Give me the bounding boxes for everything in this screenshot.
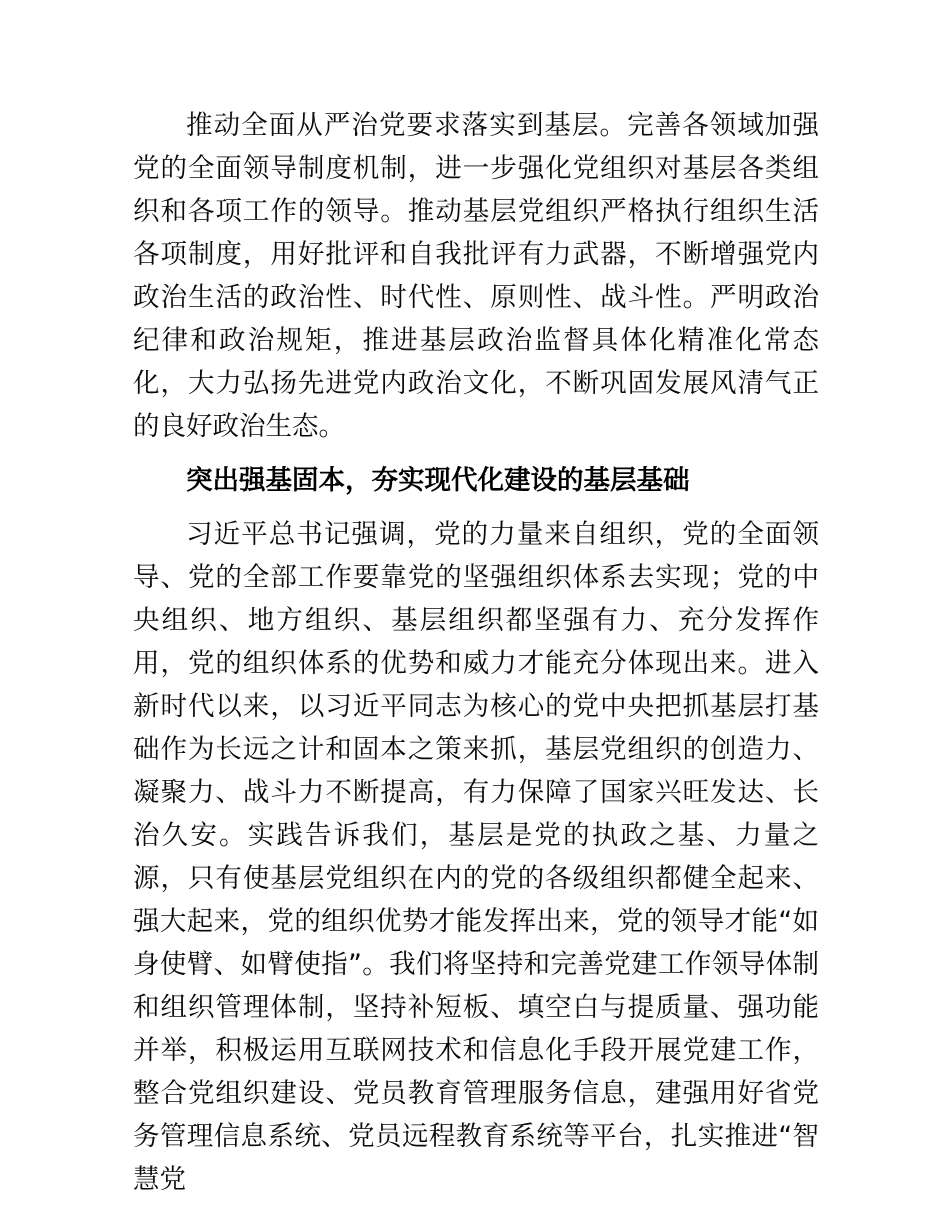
- text-column: [133, 104, 819, 1201]
- paragraph-strict-governance: 推动全面从严治党要求落实到基层。完善各领域加强党的全面领导制度机制，进一步强化党组织对基层各类组织和各项工作的领导。推动基层党组织严格执行组织生活各项制度，用好批评和自我批评有力武器，不断增强党内政治生活的政治性、时代性、原则性、战斗性。严明政治纪律和政治规矩，推进基层政治监督具体化精准化常态化，大力弘扬先进党内政治文化，不断巩固发展风清气正的良好政治生态。: [133, 110, 819, 442]
- paragraph-organizational-system: 习近平总书记强调，党的力量来自组织，党的全面领导、党的全部工作要靠党的坚强组织体系去实现；党的中央组织、地方组织、基层组织都坚强有力、充分发挥作用，党的组织体系的优势和威力才能充分体现出来。进入新时代以来，以习近平同志为核心的党中央把抓基层打基础作为长远之计和固本之策来抓，基层党组织的创造力、凝聚力、战斗力不断提高，有力保障了国家兴旺发达、长治久安。实践告诉我们，基层是党的执政之基、力量之源，只有使基层党组织在内的党的各级组织都健全起来、强大起来，党的组织优势才能发挥出来，党的领导才能“如身使臂、如臂使指”。我们将坚持和完善党建工作领导体制和组织管理体制，坚持补短板、填空白与提质量、强功能并举，积极运用互联网技术和信息化手段开展党建工作，整合党组织建设、党员教育管理服务信息，建强用好省党务管理信息系统、党员远程教育系统等平台，扎实推进“智慧党: [133, 519, 819, 1195]
- section-heading-strengthen-foundation: 突出强基固本，夯实现代化建设的基层基础: [186, 465, 690, 496]
